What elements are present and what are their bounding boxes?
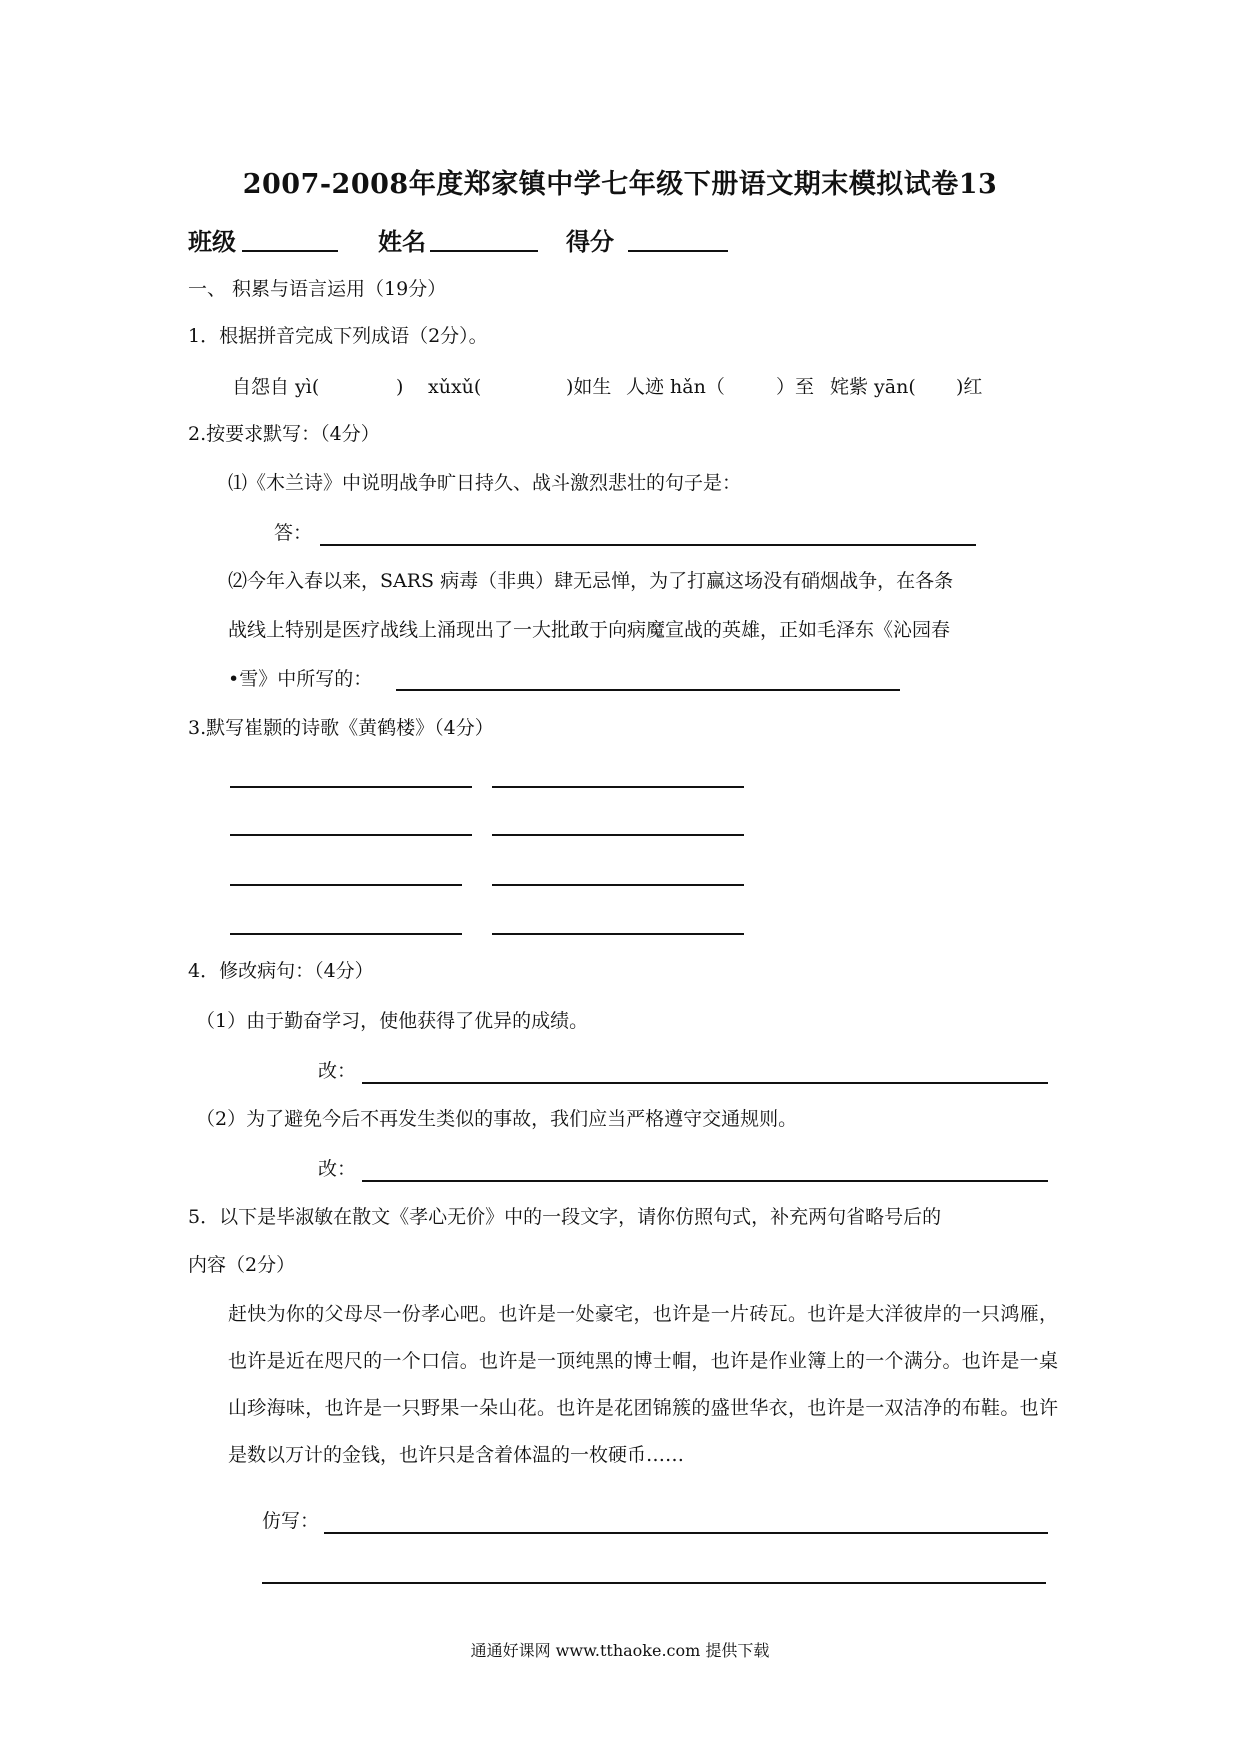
- name-blank[interactable]: [430, 250, 538, 252]
- q5-prompt: 5．以下是毕淑敏在散文《孝心无价》中的一段文字，请你仿照句式，补充两句省略号后的: [188, 1206, 942, 1228]
- q1-item: 自怨自 yì(: [232, 376, 320, 398]
- poem-blank[interactable]: [492, 834, 744, 836]
- poem-blank[interactable]: [230, 933, 462, 935]
- q1-prompt: 1．根据拼音完成下列成语（2分）。: [188, 325, 488, 347]
- q2-sub2-line: ⑵今年入春以来，SARS 病毒（非典）肆无忌惮，为了打赢这场没有硝烟战争，在各条: [228, 570, 954, 592]
- q1-item: ): [396, 376, 404, 398]
- q2-prompt: 2.按要求默写：（4分）: [188, 423, 380, 445]
- footer-text: 通通好课网 www.tthaoke.com 提供下载: [470, 1641, 770, 1660]
- q5-passage: 赶快为你的父母尽一份孝心吧。也许是一处豪宅，也许是一片砖瓦。也许是大洋彼岸的一只鸿雁，也许是近在咫尺的一个口信。也许是一顶纯黑的博士帽，也许是作业簿上的一个满分。也许是一桌山珍海味，也许是一只野果一朵山花。也许是花团锦簇的盛世华衣，也许是一双洁净的布鞋。也许是数以万计的金钱，也许只是含着体温的一枚硬币……: [228, 1303, 1058, 1466]
- score-label: 得分: [566, 227, 614, 256]
- q3-prompt: 3.默写崔颢的诗歌《黄鹤楼》（4分）: [188, 717, 494, 739]
- q1-item: 姹紫 yān(: [830, 376, 916, 398]
- poem-blank[interactable]: [492, 786, 744, 788]
- class-blank[interactable]: [242, 250, 338, 252]
- q4-fix-label: 改：: [318, 1158, 357, 1180]
- q2-answer-blank[interactable]: [320, 544, 976, 546]
- q2-sub1: ⑴《木兰诗》中说明战争旷日持久、战斗激烈悲壮的句子是：: [228, 472, 742, 494]
- q1-item: )红: [956, 376, 983, 398]
- q4-fix-label: 改：: [318, 1060, 357, 1082]
- poem-blank[interactable]: [230, 786, 472, 788]
- q4-sentence-1: （1）由于勤奋学习，使他获得了优异的成绩。: [196, 1010, 589, 1032]
- q5-imitate-label: 仿写：: [262, 1510, 320, 1532]
- q4-sentence-2: （2）为了避免今后不再发生类似的事故，我们应当严格遵守交通规则。: [196, 1108, 798, 1130]
- q4-fix-blank[interactable]: [362, 1180, 1048, 1182]
- q5-prompt: 内容（2分）: [188, 1254, 296, 1276]
- score-blank[interactable]: [628, 250, 728, 252]
- q1-item: )如生: [566, 376, 612, 398]
- poem-blank[interactable]: [230, 834, 472, 836]
- poem-blank[interactable]: [492, 884, 744, 886]
- q2-sub2-blank[interactable]: [396, 689, 900, 691]
- poem-blank[interactable]: [492, 933, 744, 935]
- poem-blank[interactable]: [230, 884, 462, 886]
- q5-imitate-blank[interactable]: [262, 1582, 1046, 1584]
- q1-item: 人迹 hǎn（: [626, 376, 725, 398]
- q4-fix-blank[interactable]: [362, 1082, 1048, 1084]
- q4-prompt: 4．修改病句：（4分）: [188, 960, 374, 982]
- q5-imitate-blank[interactable]: [324, 1532, 1048, 1534]
- q1-item: xǔxǔ(: [428, 376, 482, 398]
- exam-title: 2007-2008年度郑家镇中学七年级下册语文期末模拟试卷13: [242, 169, 998, 200]
- q2-sub2-line: •雪》中所写的：: [228, 668, 373, 690]
- q2-answer-label: 答：: [274, 522, 313, 544]
- class-label: 班级: [188, 227, 236, 256]
- section-heading: 一、 积累与语言运用（19分）: [188, 278, 447, 300]
- q1-item: ）至: [776, 376, 815, 398]
- name-label: 姓名: [378, 227, 426, 256]
- q2-sub2-line: 战线上特别是医疗战线上涌现出了一大批敢于向病魔宣战的英雄，正如毛泽东《沁园春: [228, 619, 951, 641]
